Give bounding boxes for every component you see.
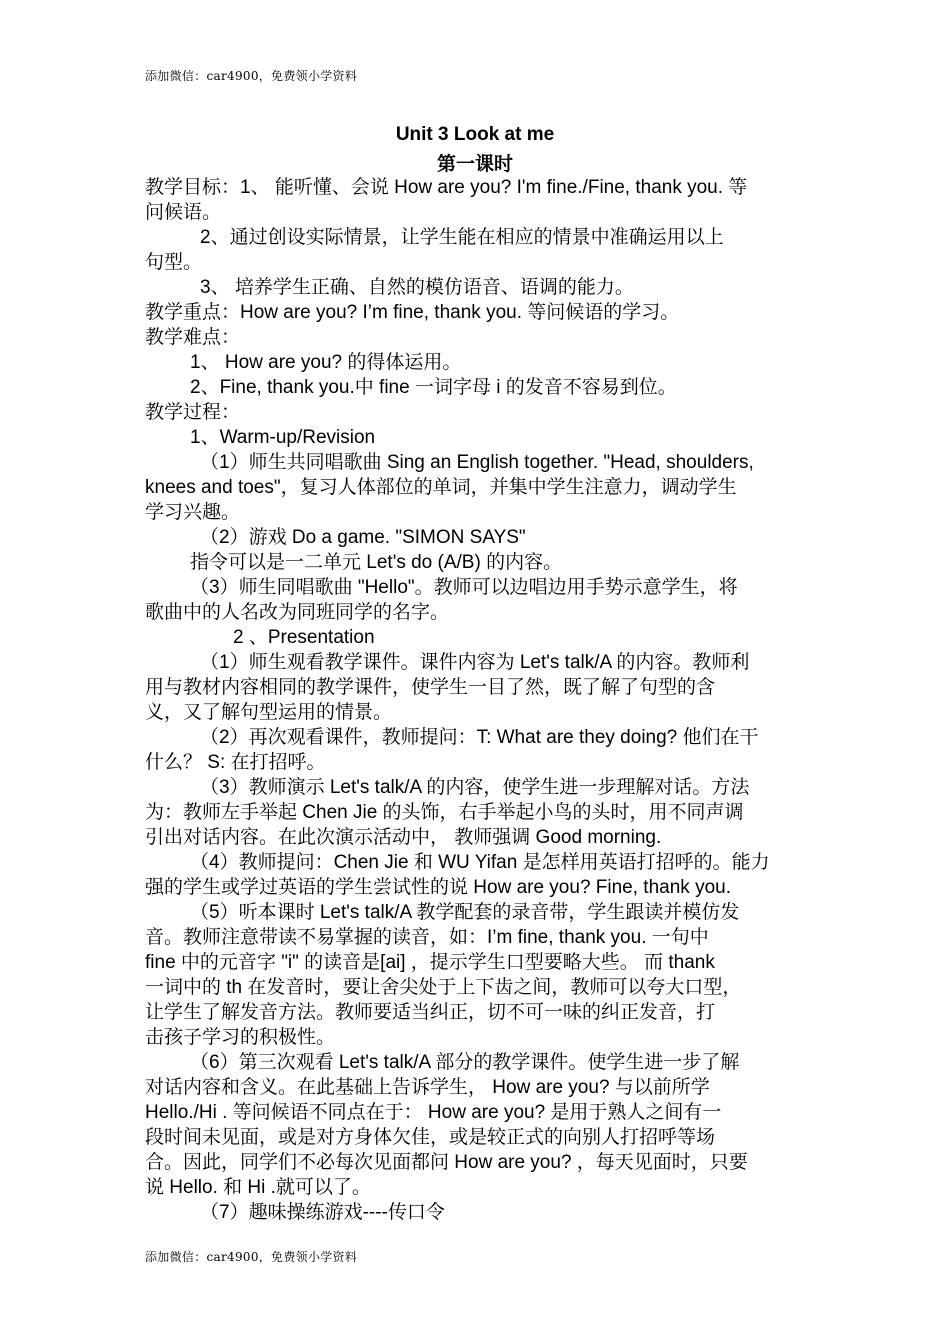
body-line: （3）师生同唱歌曲 "Hello"。教师可以边唱边用手势示意学生，将 xyxy=(190,577,738,598)
body-line: Hello./Hi . 等问候语不同点在于： How are you? 是用于熟人之间有一 xyxy=(145,1102,722,1123)
page-header: 添加微信：car4900，免费领小学资料 xyxy=(145,69,358,83)
body-line: 1、 How are you? 的得体运用。 xyxy=(190,352,462,373)
body-line: 教学重点：How are you? I’m fine, thank you. 等问候语的学习。 xyxy=(145,302,680,323)
body-line: 一词中的 th 在发音时，要让舍尖处于上下齿之间，教师可以夸大口型， xyxy=(145,977,742,998)
body-line: 2、Fine, thank you.中 fine 一词字母 i 的发音不容易到位。 xyxy=(190,377,677,398)
body-line: 义，又了解句型运用的情景。 xyxy=(145,702,393,723)
body-line: 强的学生或学过英语的学生尝试性的说 How are you? Fine, thank you. xyxy=(145,877,731,898)
body-line: 击孩子学习的积极性。 xyxy=(145,1027,336,1048)
body-line: （5）听本课时 Let's talk/A 教学配套的录音带，学生跟读并模仿发 xyxy=(190,902,740,923)
body-line: 说 Hello. 和 Hi .就可以了。 xyxy=(145,1177,371,1198)
body-line: （6）第三次观看 Let's talk/A 部分的教学课件。使学生进一步了解 xyxy=(190,1052,740,1073)
body-line: 1、Warm-up/Revision xyxy=(190,427,376,448)
document-title: Unit 3 Look at me xyxy=(395,124,555,145)
body-line: 3、 培养学生正确、自然的模仿语音、语调的能力。 xyxy=(200,277,634,298)
body-line: （2）游戏 Do a game. "SIMON SAYS" xyxy=(200,527,526,548)
body-line: 指令可以是一二单元 Let's do (A/B) 的内容。 xyxy=(190,552,563,573)
body-line: 问候语。 xyxy=(145,202,222,223)
body-line: 对话内容和含义。在此基础上告诉学生， How are you? 与以前所学 xyxy=(145,1077,710,1098)
body-line: 让学生了解发音方法。教师要适当纠正，切不可一味的纠正发音，打 xyxy=(145,1002,716,1023)
body-line: 用与教材内容相同的教学课件，使学生一目了然，既了解了句型的含 xyxy=(145,677,716,698)
body-line: 教学目标：1、 能听懂、会说 How are you? I'm fine./Fine, thank you. 等 xyxy=(145,177,748,198)
body-line: 教学过程： xyxy=(145,402,241,423)
body-line: 歌曲中的人名改为同班同学的名字。 xyxy=(145,602,450,623)
body-line: （1）师生观看教学课件。课件内容为 Let's talk/A 的内容。教师利 xyxy=(200,652,750,673)
body-line: 学习兴趣。 xyxy=(145,502,241,523)
body-line: 为：教师左手举起 Chen Jie 的头饰，右手举起小鸟的头时，用不同声调 xyxy=(145,802,744,823)
body-line: （7）趣味操练游戏----传口令 xyxy=(200,1202,445,1223)
body-line: （4）教师提问：Chen Jie 和 WU Yifan 是怎样用英语打招呼的。能力 xyxy=(190,852,770,873)
body-line: 2 、Presentation xyxy=(233,627,375,648)
page-footer: 添加微信：car4900，免费领小学资料 xyxy=(145,1250,358,1264)
body-line: fine 中的元音字 "i" 的读音是[ai] ，提示学生口型要略大些。 而 thank xyxy=(145,952,715,973)
body-line: 合。因此，同学们不必每次见面都问 How are you? ，每天见面时，只要 xyxy=(145,1152,748,1173)
body-line: 引出对话内容。在此次演示活动中， 教师强调 Good morning. xyxy=(145,827,662,848)
body-line: （2）再次观看课件，教师提问：T: What are they doing? 他们在干 xyxy=(200,727,759,748)
body-line: knees and toes"，复习人体部位的单词，并集中学生注意力，调动学生 xyxy=(145,477,737,498)
body-line: 句型。 xyxy=(145,252,203,273)
body-line: （1）师生共同唱歌曲 Sing an English together. "Head, shoulders, xyxy=(200,452,754,473)
body-line: 段时间未见面，或是对方身体欠佳，或是较正式的向别人打招呼等场 xyxy=(145,1127,716,1148)
document-subtitle: 第一课时 xyxy=(436,154,513,175)
body-line: 2、通过创设实际情景，让学生能在相应的情景中准确运用以上 xyxy=(200,227,724,248)
body-line: 音。教师注意带读不易掌握的读音，如：I’m fine, thank you. 一句中 xyxy=(145,927,709,948)
body-line: 教学难点： xyxy=(145,327,241,348)
body-line: （3）教师演示 Let's talk/A 的内容，使学生进一步理解对话。方法 xyxy=(200,777,750,798)
body-line: 什么？ S: 在打招呼。 xyxy=(145,752,326,773)
